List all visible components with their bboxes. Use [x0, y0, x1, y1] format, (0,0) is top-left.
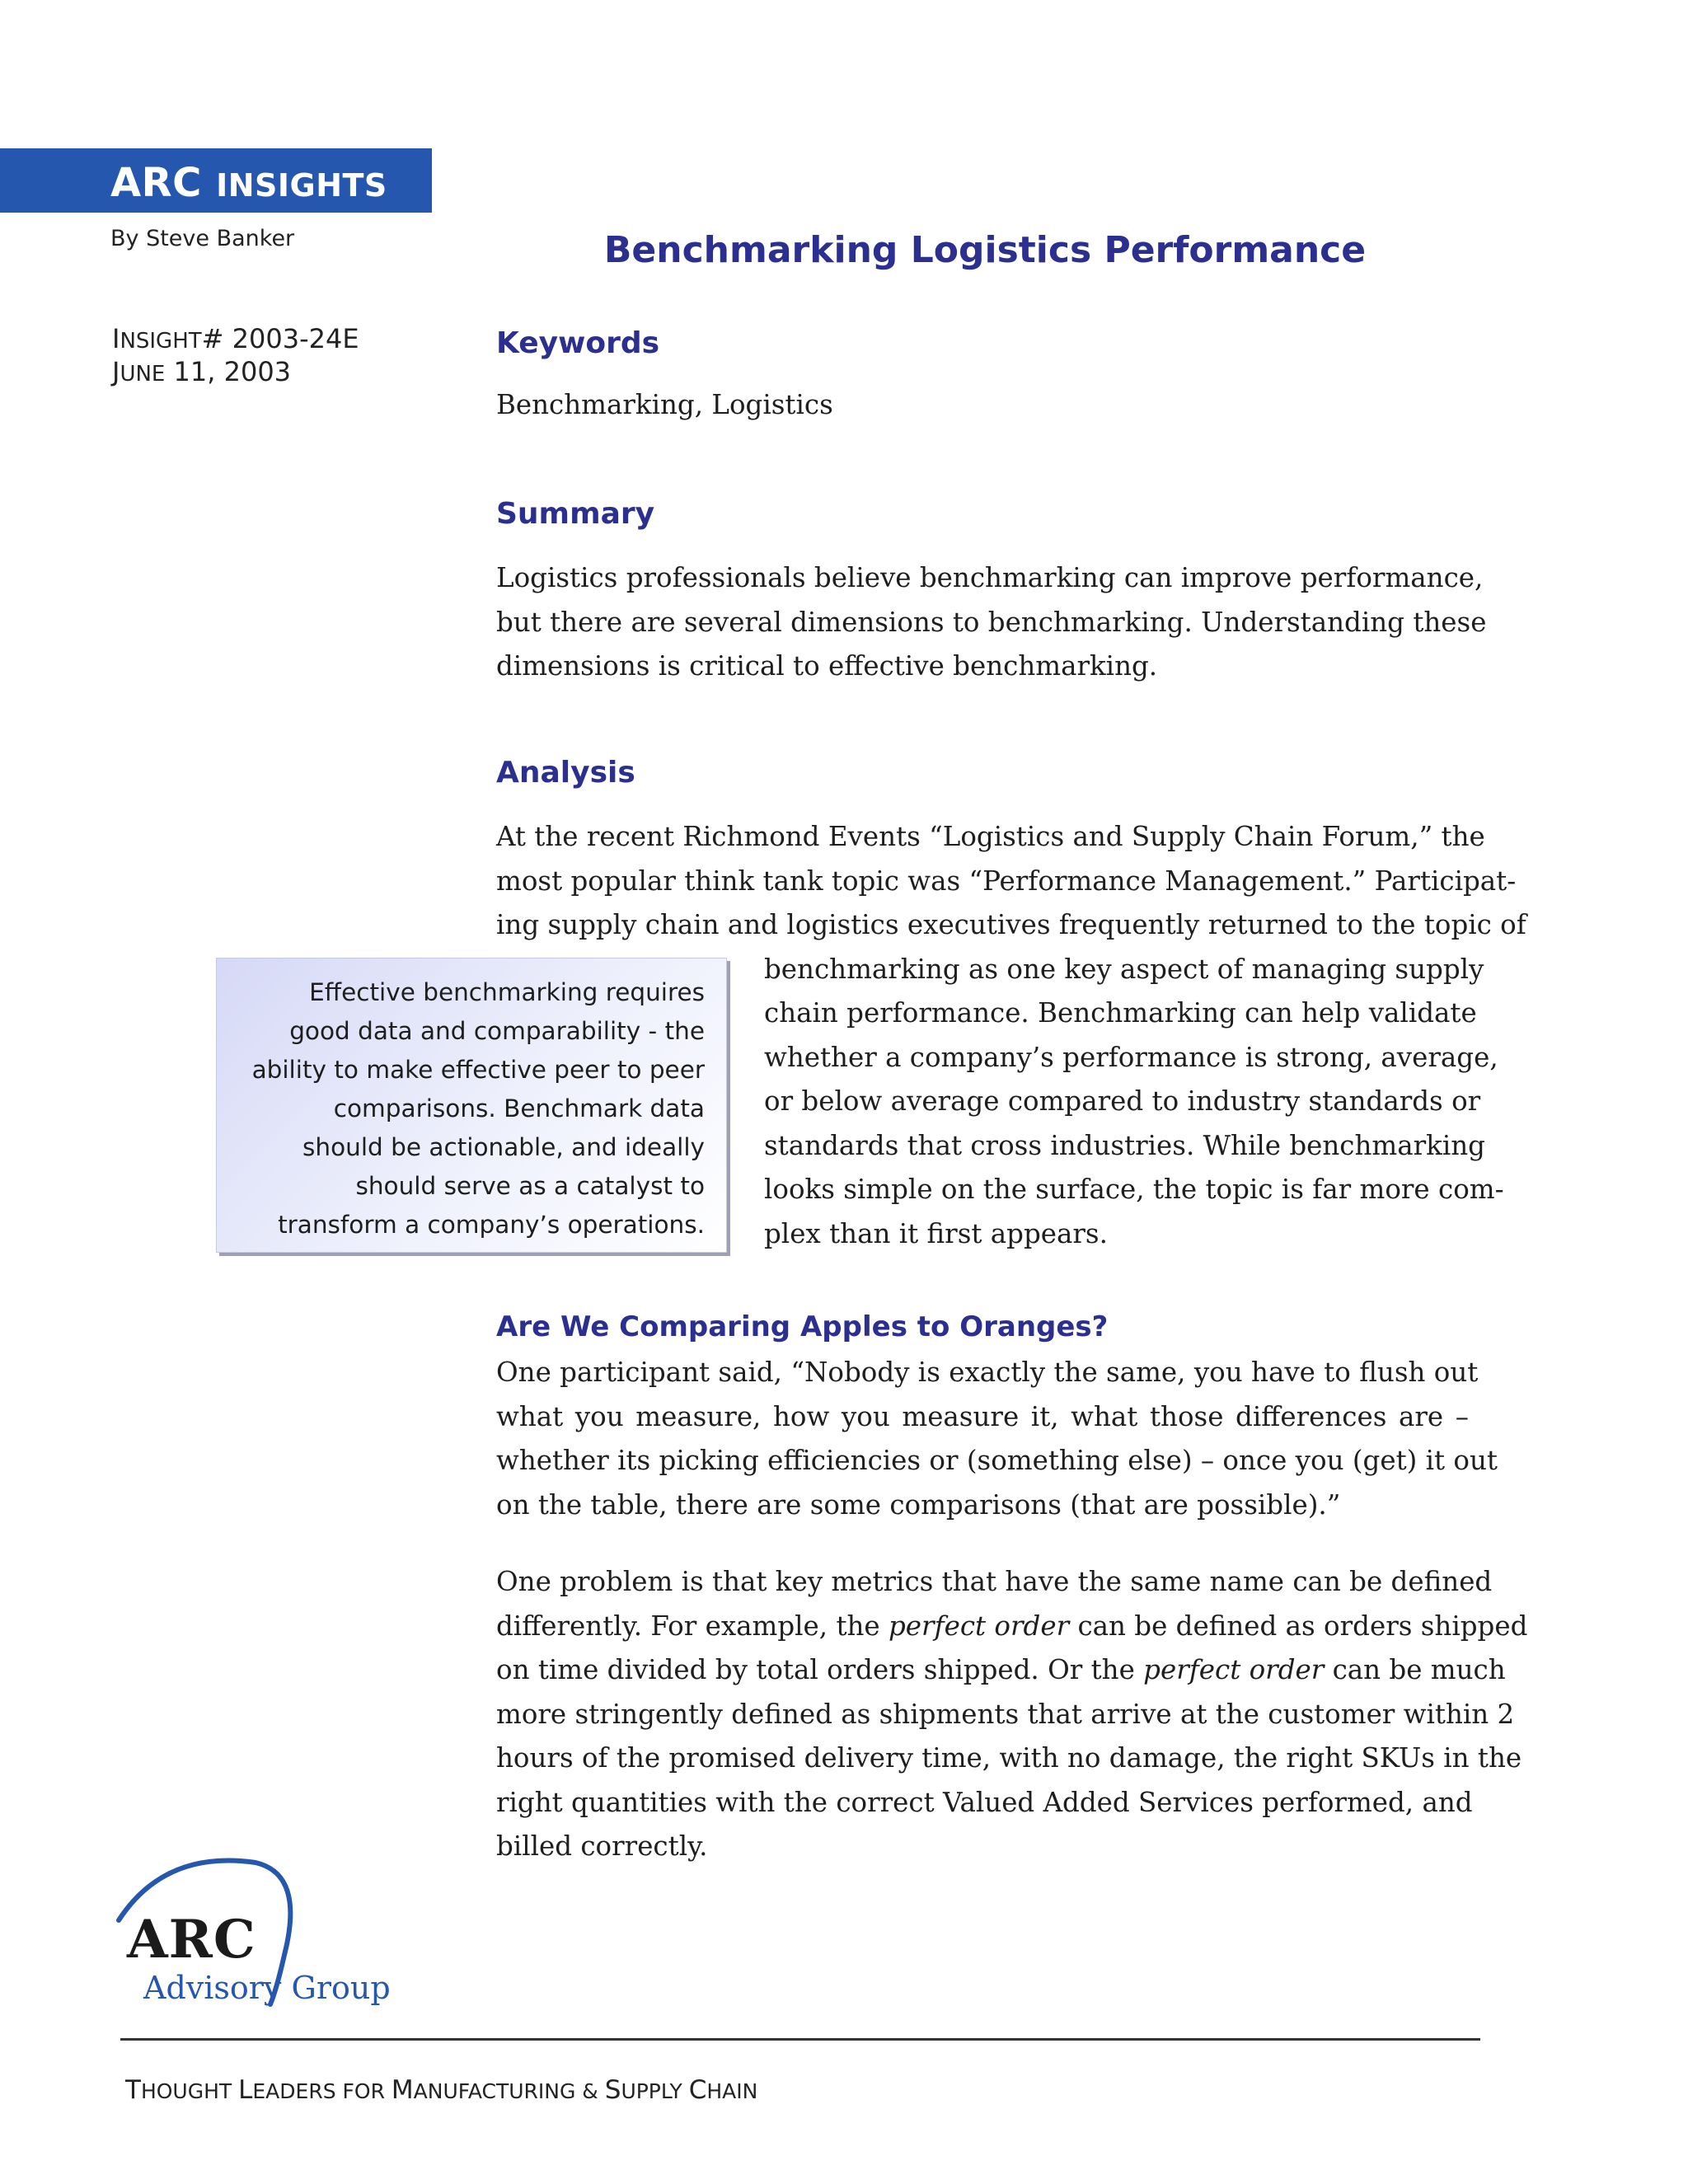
analysis-line: chain performance. Benchmarking can help validate [764, 997, 1477, 1029]
summary-line: Logistics professionals believe benchmarking can improve performance, [496, 562, 1484, 593]
problem-line: One problem is that key metrics that have the same name can be defined [496, 1566, 1493, 1597]
pull-quote-line: should be actionable, and ideally [302, 1133, 705, 1161]
problem-line: right quantities with the correct Valued Added Services performed, and [496, 1786, 1473, 1818]
apples-line: on the table, there are some comparisons (that are possible).” [496, 1488, 1341, 1521]
insight-label-initial: I [112, 323, 120, 354]
footer-part: S [604, 2075, 621, 2105]
arc-advisory-group-logo [115, 1856, 391, 2021]
analysis-line: whether a company’s performance is strong, average, [764, 1041, 1498, 1073]
summary-line: but there are several dimensions to benchmarking. Understanding these [496, 606, 1487, 638]
problem-line: more stringently defined as shipments that arrive at the customer within 2 [496, 1698, 1515, 1730]
keywords-heading: Keywords [496, 326, 660, 360]
problem-line [496, 1648, 1506, 1693]
date-initial: J [112, 356, 120, 387]
pull-quote-text [252, 973, 705, 1244]
banner-arc: ARC [110, 160, 202, 206]
analysis-line: At the recent Richmond Events “Logistics and Supply Chain Forum,” the [496, 821, 1485, 852]
footer-part: C [688, 2075, 707, 2105]
apples-line: whether its picking efficiencies or (something else) – once you (get) it out [496, 1445, 1498, 1476]
problem-text: can be much [1324, 1654, 1506, 1685]
analysis-line: plex than it first appears. [764, 1217, 1108, 1249]
analysis-line: ing supply chain and logistics executives frequently returned to the topic of [496, 909, 1526, 940]
footer-part: HOUGHT [140, 2079, 239, 2103]
banner-insights: INSIGHTS [216, 167, 387, 204]
page-title: Benchmarking Logistics Performance [603, 229, 1367, 271]
banner-title [110, 160, 387, 206]
apples-heading: Are We Comparing Apples to Oranges? [496, 1310, 1109, 1343]
keywords-text: Benchmarking, Logistics [496, 389, 833, 420]
pull-quote-line: Effective benchmarking requires [309, 978, 705, 1006]
date-month-rest: UNE [120, 362, 166, 387]
problem-line [496, 1605, 1528, 1649]
date-value: 11, 2003 [165, 356, 292, 387]
footer-part: L [238, 2075, 253, 2105]
pull-quote-line: transform a company’s operations. [278, 1211, 705, 1239]
analysis-line: looks simple on the surface, the topic is far more com- [764, 1174, 1504, 1205]
footer-part: T [125, 2075, 141, 2105]
pull-quote-line: ability to make effective peer to peer [251, 1056, 705, 1084]
footer-part: HAIN [706, 2079, 758, 2103]
apples-line: One participant said, “Nobody is exactly the same, you have to flush out [496, 1357, 1479, 1388]
analysis-heading: Analysis [496, 756, 635, 790]
logo-subtitle: Advisory Group [143, 1970, 391, 2006]
arc-insights-banner [0, 148, 432, 213]
logo-arc-text: ARC [127, 1909, 256, 1971]
apples-line: what you measure, how you measure it, what those differences are – [496, 1400, 1469, 1432]
problem-emphasis: perfect order [1143, 1654, 1325, 1685]
analysis-line: standards that cross industries. While benchmarking [764, 1129, 1485, 1161]
problem-text: differently. For example, the [496, 1610, 889, 1642]
insight-date [112, 356, 291, 387]
analysis-line: benchmarking as one key aspect of managing supply [764, 953, 1484, 985]
problem-text: on time divided by total orders shipped. Or the [496, 1654, 1144, 1685]
problem-emphasis: perfect order [889, 1610, 1070, 1642]
problem-line: hours of the promised delivery time, with no damage, the right SKUs in the [496, 1742, 1522, 1774]
pull-quote-line: should serve as a catalyst to [355, 1172, 705, 1200]
footer-part: M [391, 2075, 414, 2105]
problem-text: can be defined as orders shipped [1069, 1610, 1528, 1642]
apples-paragraph [496, 1351, 1498, 1527]
footer-part: ANUFACTURING & [413, 2079, 605, 2103]
analysis-line: or below average compared to industry standards or [764, 1085, 1481, 1117]
pull-quote-line: comparisons. Benchmark data [333, 1094, 705, 1122]
footer-tagline [125, 2075, 757, 2105]
byline: By Steve Banker [110, 226, 295, 251]
problem-paragraph [496, 1560, 1528, 1869]
insight-number [112, 323, 359, 354]
footer-part: UPPLY [621, 2079, 689, 2103]
analysis-line: most popular think tank topic was “Performance Management.” Participat- [496, 865, 1517, 897]
summary-heading: Summary [496, 497, 655, 531]
insight-label-rest: NSIGHT [120, 329, 202, 354]
pull-quote-line: good data and comparability - the [289, 1017, 705, 1045]
footer-part: EADERS FOR [252, 2079, 392, 2103]
summary-paragraph [496, 556, 1487, 689]
problem-line: billed correctly. [496, 1830, 708, 1862]
insight-number-value: # 2003-24E [201, 323, 359, 354]
pull-quote-box [216, 958, 727, 1253]
summary-line: dimensions is critical to effective benchmarking. [496, 650, 1158, 682]
footer-divider [120, 2038, 1480, 2041]
